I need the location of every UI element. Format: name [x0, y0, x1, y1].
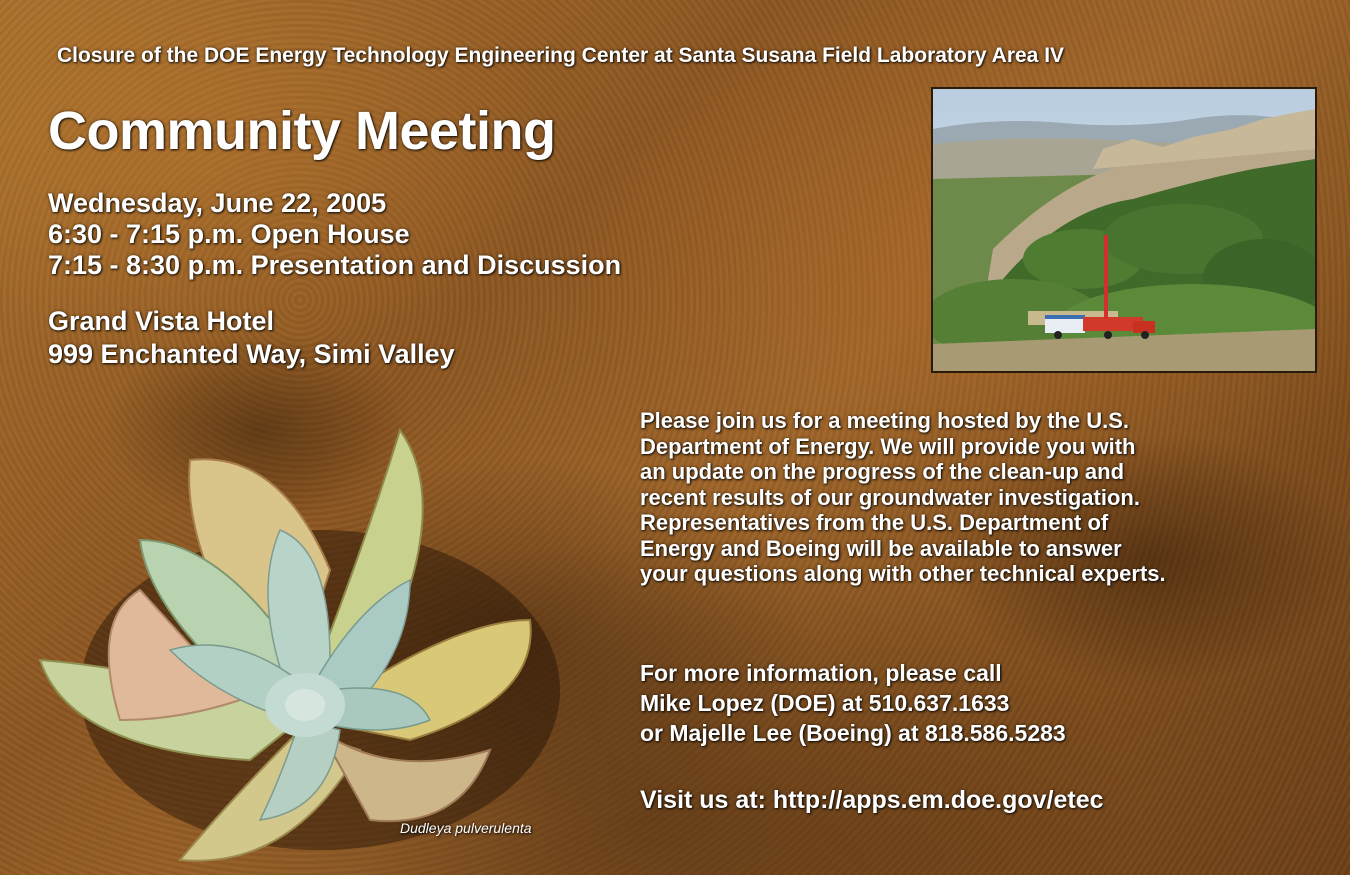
- venue-address: 999 Enchanted Way, Simi Valley: [48, 339, 455, 369]
- description-line: recent results of our groundwater investigation.: [640, 484, 1140, 510]
- description-line: your questions along with other technical experts.: [640, 561, 1166, 586]
- description-line: Department of Energy. We will provide you with: [640, 433, 1136, 459]
- description-line: an update on the progress of the clean-up and: [640, 459, 1125, 484]
- page-title: Community Meeting: [48, 101, 556, 161]
- open-house-time: 6:30 - 7:15 p.m. Open House: [48, 219, 410, 249]
- description-line: Representatives from the U.S. Department of: [640, 510, 1109, 535]
- meeting-location: [48, 305, 455, 371]
- dudleya-plant-illustration: [30, 420, 570, 875]
- description-line: Energy and Boeing will be available to answer: [640, 535, 1122, 561]
- succulent-plant-image: [30, 420, 570, 875]
- meeting-schedule: [48, 188, 621, 281]
- presentation-time: 7:15 - 8:30 p.m. Presentation and Discussion: [48, 250, 622, 280]
- contact-boeing: or Majelle Lee (Boeing) at 818.586.5283: [640, 720, 1066, 746]
- closure-heading: Closure of the DOE Energy Technology Engineering Center at Santa Susana Field Laboratory Area IV: [57, 44, 1065, 67]
- contact-intro: For more information, please call: [640, 660, 1002, 686]
- website-link[interactable]: Visit us at: http://apps.em.doe.gov/etec: [640, 786, 1104, 814]
- description-line: Please join us for a meeting hosted by the U.S.: [640, 408, 1129, 433]
- site-photo: [931, 87, 1317, 373]
- contact-info: [640, 658, 1066, 748]
- meeting-date: Wednesday, June 22, 2005: [48, 188, 387, 218]
- contact-doe: Mike Lopez (DOE) at 510.637.1633: [640, 690, 1010, 716]
- venue-name: Grand Vista Hotel: [48, 306, 275, 336]
- plant-caption: Dudleya pulverulenta: [400, 820, 532, 836]
- site-photo-image: [933, 89, 1315, 371]
- meeting-description: [640, 408, 1320, 587]
